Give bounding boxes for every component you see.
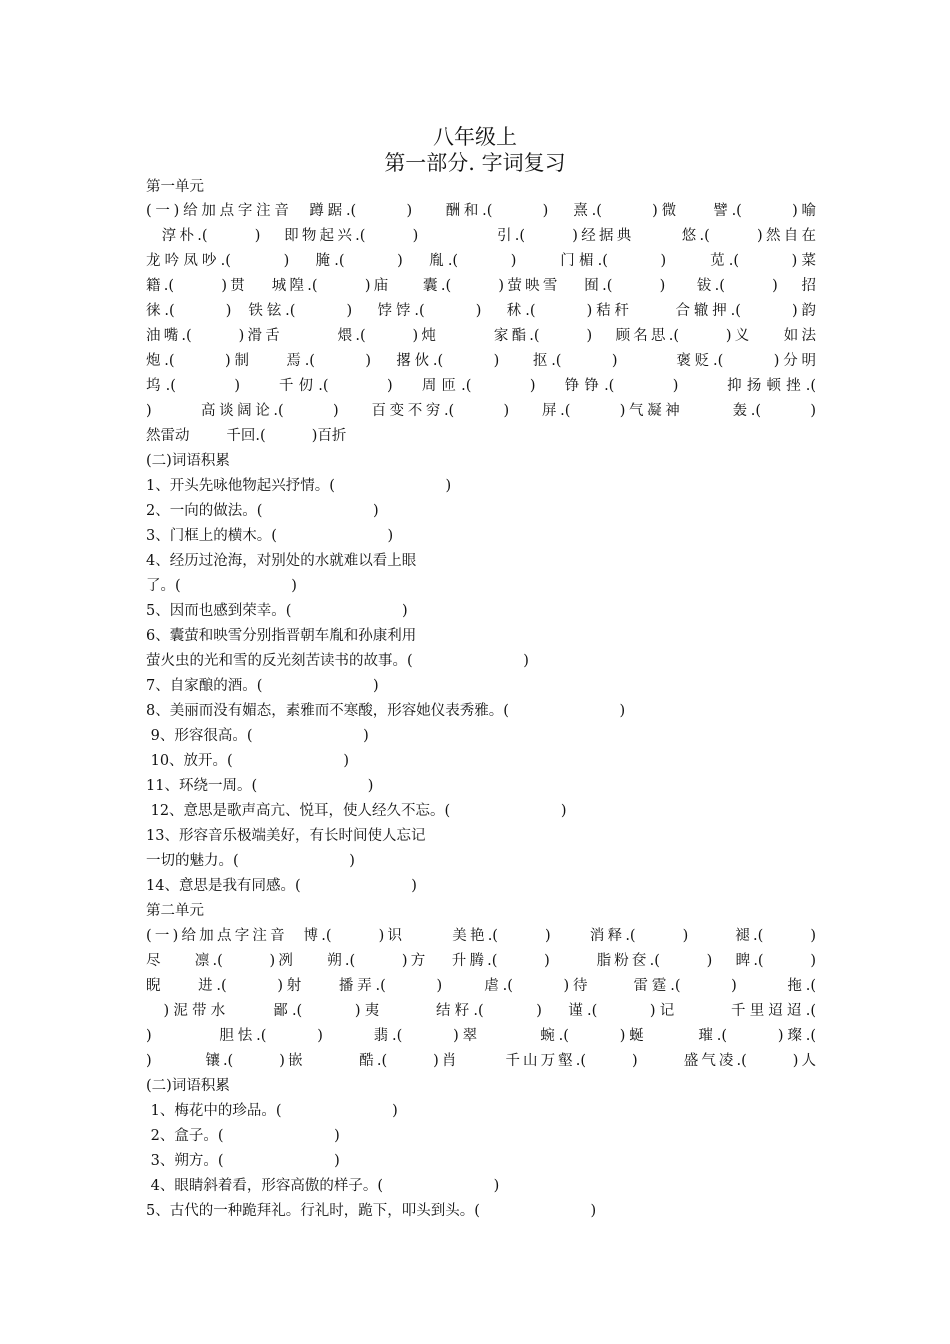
unit1-vocab-item: 3、门框上的横木。( ) (146, 528, 394, 544)
unit2-pinyin-line: ) 镶.( )嵌 酷.( )肖 千山万壑.( ) 盛气凌.( )人 (146, 1053, 816, 1069)
unit1-pinyin-line: (一)给加点字注音 蹲踞.( ) 酬和.( ) 熹.( )微 譬.( )喻 (146, 203, 816, 219)
unit1-pinyin-line: 龙吟凤吵.( ) 腌.( ) 胤.( ) 门楣.( ) 苋.( )菜 (146, 253, 816, 269)
unit1-vocab-heading: (二)词语积累 (146, 453, 230, 469)
unit1-pinyin-line: 坞.( ) 千仞.( ) 周匝.( ) 铮铮.( ) 抑扬顿挫.( (146, 378, 816, 394)
unit2-vocab-item: 3、朔方。( ) (146, 1153, 340, 1169)
grade-title: 八年级上 (433, 125, 517, 149)
unit1-vocab-item: 1、开头先咏他物起兴抒情。( ) (146, 478, 452, 494)
unit1-vocab-item: 12、意思是歌声高亢、悦耳，使人经久不忘。( ) (146, 803, 567, 819)
unit1-vocab-item: 一切的魅力。( ) (146, 853, 355, 869)
unit2-pinyin-line: ) 胆怯.( ) 翡.( )翠 蜿.( )蜒 璀.( )璨.( (146, 1028, 816, 1044)
unit1-heading: 第一单元 (146, 179, 204, 195)
unit1-vocab-item: 6、囊萤和映雪分别指晋朝车胤和孙康利用 (146, 628, 417, 644)
unit1-vocab-item: 7、自家酿的酒。( ) (146, 678, 379, 694)
part-title: 第一部分. 字词复习 (384, 151, 566, 175)
unit1-pinyin-line: 籍.( )贯 城隍.( )庙 囊.( )萤映雪 囿.( ) 钹.( ) 招 (146, 278, 816, 294)
unit1-vocab-item: 2、一向的做法。( ) (146, 503, 379, 519)
unit1-vocab-item: 萤火虫的光和雪的反光刻苦读书的故事。( ) (146, 653, 529, 669)
unit2-pinyin-line: 尽 凛.( )冽 朔.( )方 升腾.( ) 脂粉奁.( ) 睥.( ) (146, 953, 816, 969)
unit2-pinyin-line: (一)给加点字注音 博.( )识 美艳.( ) 消释.( ) 褪.( ) (146, 928, 816, 944)
unit1-vocab-item: 9、形容很高。( ) (146, 728, 369, 744)
unit2-pinyin-line: )泥带水 鄙.( )夷 结籽.( ) 谨.( )记 千里迢迢.( (146, 1003, 816, 1019)
unit2-vocab-item: 1、梅花中的珍品。( ) (146, 1103, 398, 1119)
unit1-vocab-item: 14、意思是我有同感。( ) (146, 878, 417, 894)
unit1-pinyin-line: 淳朴.( ) 即物起兴.( ) 引.( )经据典 悠.( )然自在 (146, 228, 816, 244)
unit2-vocab-item: 4、眼睛斜着看，形容高傲的样子。( ) (146, 1178, 500, 1194)
unit1-vocab-item: 11、环绕一周。( ) (146, 778, 374, 794)
unit1-vocab-item: 了。( ) (146, 578, 297, 594)
unit1-pinyin-line: ) 高谈阔论.( ) 百变不穷.( ) 屏.( )气凝神 轰.( ) (146, 403, 816, 419)
unit1-vocab-item: 8、美丽而没有媚态，素雅而不寒酸，形容她仪表秀雅。( ) (146, 703, 626, 719)
unit2-pinyin-line: 睨 进.( )射 播弄.( ) 虐.( )待 雷霆.( ) 拖.( (146, 978, 816, 994)
unit1-vocab-item: 5、因而也感到荣幸。( ) (146, 603, 408, 619)
unit2-heading: 第二单元 (146, 903, 204, 919)
unit1-pinyin-line: 油嘴.( )滑舌 煨.( )炖 家酯.( ) 顾名思.( )义 如法 (146, 328, 816, 344)
unit1-pinyin-line: 然雷动 千回.( )百折 (146, 428, 347, 444)
unit1-vocab-item: 4、经历过沧海，对别处的水就难以看上眼 (146, 553, 417, 569)
unit1-vocab-item: 10、放开。( ) (146, 753, 349, 769)
unit2-vocab-item: 2、盒子。( ) (146, 1128, 340, 1144)
unit2-vocab-heading: (二)词语积累 (146, 1078, 230, 1094)
unit1-pinyin-line: 徕.( ) 铁铉.( ) 饽饽.( ) 秫.( )秸秆 合辙押.( )韵 (146, 303, 816, 319)
unit2-vocab-item: 5、古代的一种跪拜礼。行礼时，跪下，叩头到头。( ) (146, 1203, 597, 1219)
unit1-pinyin-line: 炮.( )制 焉.( ) 撂伙.( ) 抠.( ) 褒贬.( )分明 (146, 353, 816, 369)
unit1-vocab-item: 13、形容音乐极端美好，有长时间使人忘记 (146, 828, 426, 844)
